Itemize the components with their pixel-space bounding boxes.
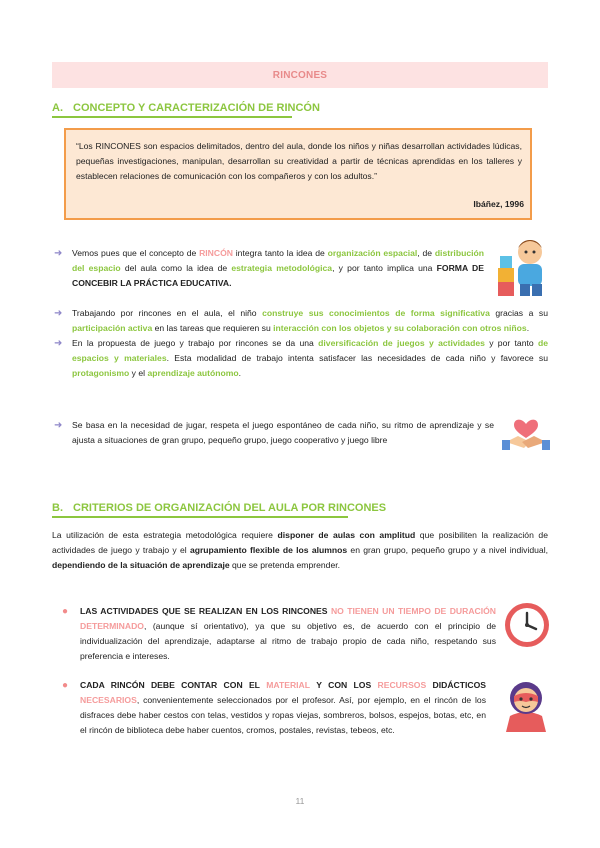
child-with-blocks-icon <box>496 232 552 298</box>
bullet-a1 <box>72 246 484 291</box>
bold-text: dependiendo de la situación de aprendizaje <box>52 560 230 570</box>
bold-text: Y CON LOS <box>316 680 372 690</box>
text: que posibiliten la realización de actividades de juego y trabajo y el <box>52 530 548 555</box>
highlight: construye sus conocimientos de forma significativa <box>262 308 490 318</box>
text: Vemos pues que el concepto de <box>72 248 200 258</box>
highlight: RECURSOS <box>377 680 427 690</box>
text: , y por tanto implica una <box>332 263 437 273</box>
section-b-letter: B. <box>52 502 63 514</box>
section-b-title: CRITERIOS DE ORGANIZACIÓN DEL AULA POR RINCONES <box>73 502 387 514</box>
text: gracias a su <box>489 308 549 318</box>
text: . <box>238 368 242 378</box>
text: La utilización de esta estrategia metodológica requiere <box>52 530 278 540</box>
highlight: de espacios y materiales <box>72 338 548 363</box>
quote-box <box>64 128 532 220</box>
highlight: NECESARIOS <box>80 695 137 705</box>
quote-text: “Los RINCONES son espacios delimitados, dentro del aula, donde los niños y niñas desarrollan actividades lúdicas, pequeñas investigaciones, manipulan, desarrollan su creatividad a partir de técnicas aprendidas en los talleres y establecen relaciones de comunicación con los compañeros y con los adultos.” <box>76 141 522 181</box>
bullet-a3 <box>72 336 548 381</box>
text: y por tanto <box>484 338 538 348</box>
text: . <box>526 323 530 333</box>
superhero-costume-icon <box>500 676 552 732</box>
intro-b <box>52 528 548 573</box>
text: del aula como la idea de <box>120 263 232 273</box>
text: , convenientemente seleccionados por el profesor. Así, por ejemplo, en el rincón de los disfraces debe haber cestos con telas, vestidos y ropas viejas, sombreros, bolsos, espejos, botas, etc, en el rincón de biblioteca debe haber cuentos, cromos, postales, revistas, tebeos, etc. <box>80 695 486 735</box>
section-b-heading <box>52 502 386 514</box>
highlight: distribución del espacio <box>72 248 484 273</box>
text: . Esta modalidad de trabajo intenta satisfacer las necesidades de cada niño y favorece su <box>166 353 548 363</box>
banner-title: RINCONES <box>272 69 328 81</box>
section-a-letter: A. <box>52 102 63 114</box>
section-a-heading <box>52 102 320 114</box>
bullet-b1 <box>80 604 496 664</box>
section-b-underline <box>52 516 348 518</box>
bold-text: agrupamiento flexible de los alumnos <box>189 545 348 555</box>
quote-author: Ibáñez, 1996 <box>473 199 524 209</box>
page-banner <box>52 62 548 88</box>
text: Trabajando por rincones en el aula, el niño <box>72 308 263 318</box>
highlight: participación activa <box>72 323 153 333</box>
highlight: diversificación de juegos y actividades <box>318 338 485 348</box>
bullet-b2 <box>80 678 486 738</box>
section-a-underline <box>52 116 292 118</box>
highlight: interacción con los objetos y su colaboración con otros niños <box>273 323 527 333</box>
text: , de <box>417 248 435 258</box>
text: integra tanto la idea de <box>232 248 328 258</box>
arrow-bullet-icon: ➜ <box>54 308 63 319</box>
text: , (aunque sí orientativo), ya que su objetivo es, de acuerdo con el principio de individualización del aprendizaje, adaptarse al ritmo de trabajo propio de cada niño, respetando sus preferencia e intereses. <box>80 621 496 661</box>
handshake-heart-icon <box>502 408 550 456</box>
bold-text: LAS ACTIVIDADES QUE SE REALIZAN EN LOS RINCONES <box>80 606 328 616</box>
bullet-a4 <box>72 418 494 448</box>
arrow-bullet-icon: ➜ <box>54 420 63 431</box>
highlight: NO TIENEN UN TIEMPO DE DURACIÓN DETERMINADO <box>80 606 497 631</box>
bold-text: disponer de aulas con amplitud <box>277 530 416 540</box>
arrow-bullet-icon: ➜ <box>54 338 63 349</box>
text: que se pretenda emprender. <box>229 560 341 570</box>
highlight: organización espacial <box>327 248 418 258</box>
clock-icon <box>504 602 550 648</box>
highlight: protagonismo <box>72 368 130 378</box>
arrow-bullet-icon: ➜ <box>54 248 63 259</box>
highlight-rincon: RINCÓN <box>199 248 233 258</box>
highlight: MATERIAL <box>266 680 310 690</box>
bold-text: CADA RINCÓN DEBE CONTAR CON EL <box>80 680 260 690</box>
section-a-title: CONCEPTO Y CARACTERIZACIÓN DE RINCÓN <box>73 102 320 114</box>
text: en las tareas que requieren su <box>152 323 274 333</box>
text: y el <box>129 368 148 378</box>
text: En la propuesta de juego y trabajo por rincones se da una <box>72 338 319 348</box>
page-number: 11 <box>295 796 305 806</box>
dot-bullet-icon: ● <box>62 680 69 691</box>
bullet-a2 <box>72 306 548 336</box>
highlight: estrategia metodológica <box>231 263 333 273</box>
text: en gran grupo, pequeño grupo y a nivel individual, <box>347 545 548 555</box>
text: Se basa en la necesidad de jugar, respeta el juego espontáneo de cada niño, su ritmo de aprendizaje y se ajusta a situaciones de gran grupo, pequeño grupo, juego cooperativo y juego libre <box>72 420 494 445</box>
bold-text: DIDÁCTICOS <box>432 680 487 690</box>
highlight: aprendizaje autónomo <box>147 368 239 378</box>
dot-bullet-icon: ● <box>62 606 69 617</box>
bold-text: FORMA DE CONCEBIR LA PRÁCTICA EDUCATIVA. <box>72 263 484 288</box>
